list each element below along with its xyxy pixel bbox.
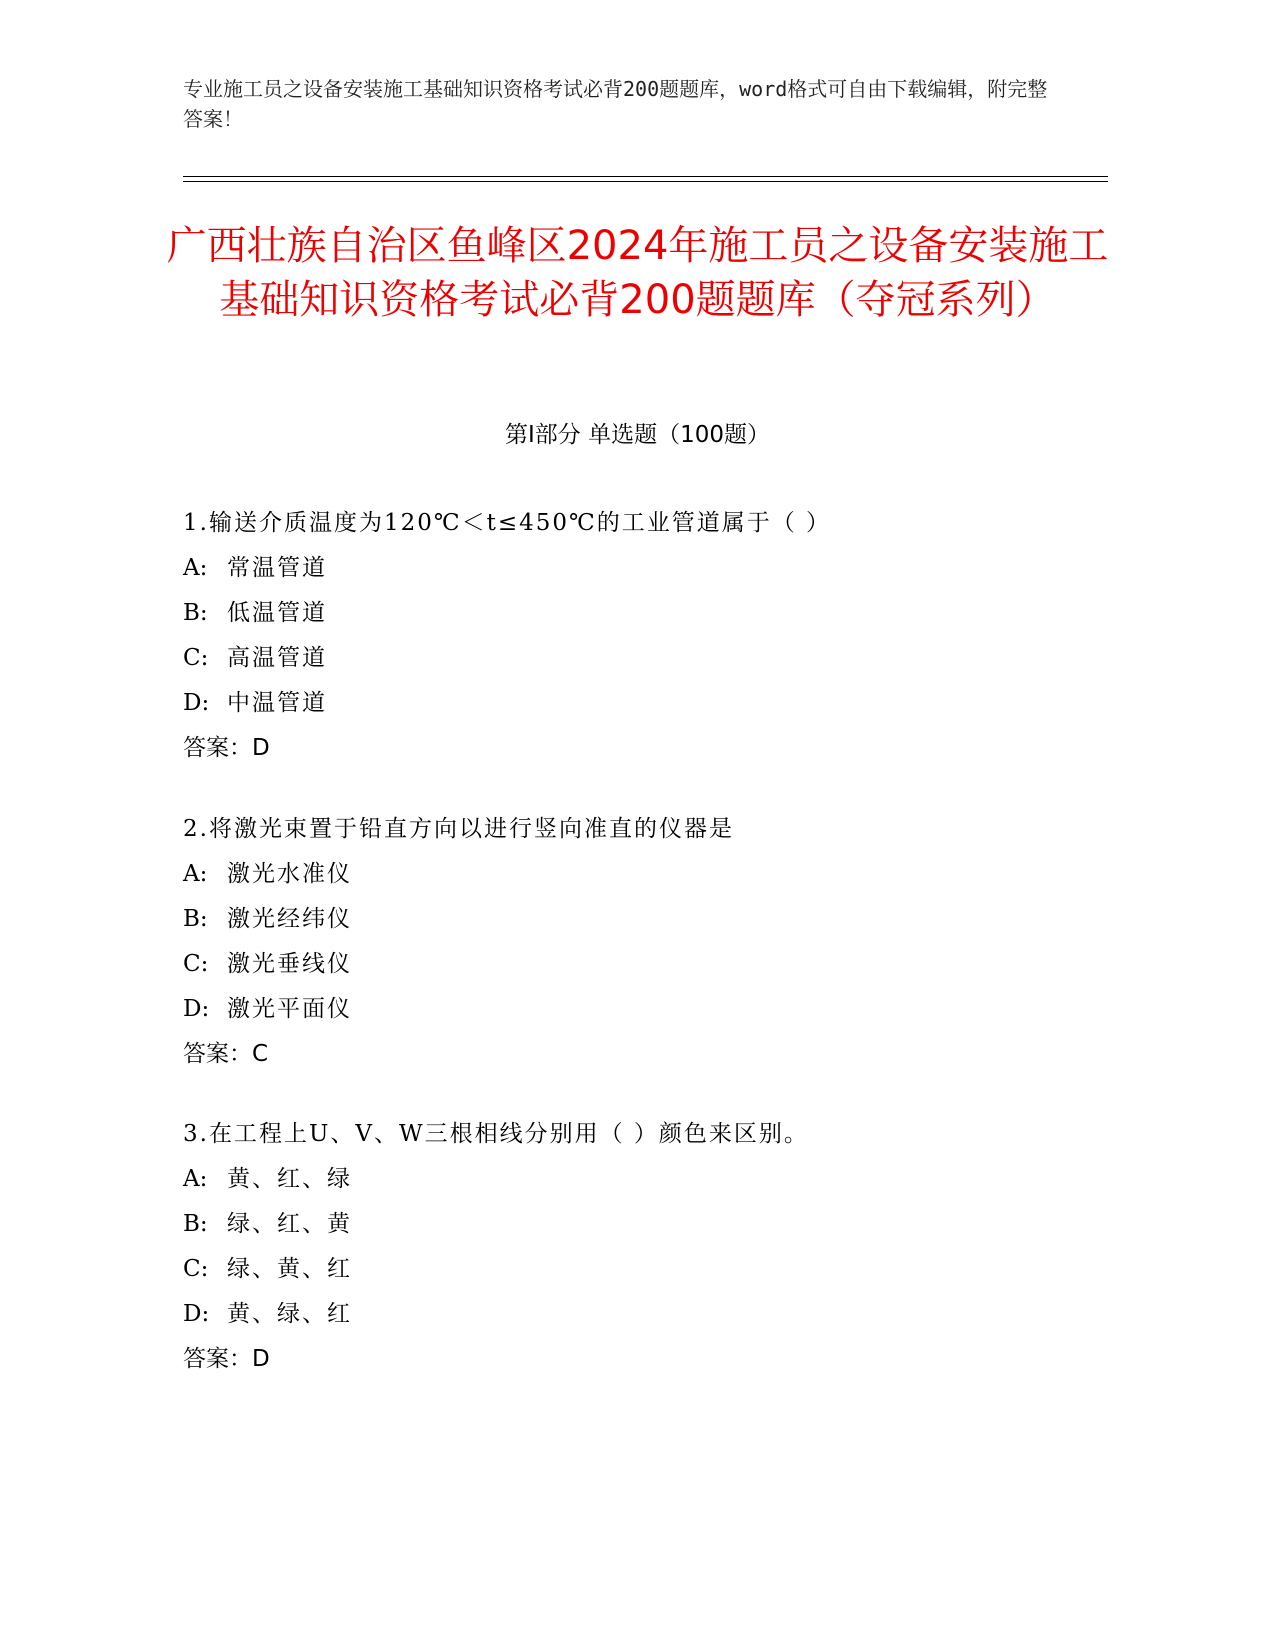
document-header-note: 专业施工员之设备安装施工基础知识资格考试必背200题题库，word格式可自由下载编辑，附完整答案！ [183,77,1048,131]
question-1 [183,501,1083,771]
option-text: 中温管道 [227,690,327,716]
option-b [183,1202,1083,1247]
option-text: 黄、绿、红 [227,1301,352,1327]
option-letter: C: [183,1256,209,1282]
option-letter: C: [183,951,209,977]
question-2 [183,807,1083,1077]
option-text: 常温管道 [227,555,327,581]
answer: 答案：C [183,1041,269,1067]
option-text: 激光水准仪 [227,861,352,887]
option-c [183,942,1083,987]
document-title: 广西壮族自治区鱼峰区2024年施工员之设备安装施工基础知识资格考试必背200题题库（夺冠系列） [166,223,1109,323]
option-letter: A: [183,1166,208,1192]
option-letter: B: [183,600,208,626]
option-letter: C: [183,645,209,671]
question-stem: 1.输送介质温度为120℃＜t≤450℃的工业管道属于（ ） [183,510,832,536]
option-c [183,636,1083,681]
option-d [183,1292,1083,1337]
option-text: 高温管道 [227,645,327,671]
option-text: 黄、红、绿 [227,1166,352,1192]
option-a [183,852,1083,897]
option-text: 绿、红、黄 [227,1211,352,1237]
option-text: 激光经纬仪 [227,906,352,932]
header-divider-top [183,176,1108,177]
option-letter: B: [183,1211,208,1237]
section-heading: 第I部分 单选题（100题） [505,422,770,448]
option-letter: D: [183,690,210,716]
option-text: 低温管道 [227,600,327,626]
option-text: 激光平面仪 [227,996,352,1022]
option-b [183,591,1083,636]
header-divider-bottom [183,181,1108,182]
option-d [183,681,1083,726]
option-letter: B: [183,906,208,932]
option-letter: D: [183,996,210,1022]
option-a [183,1157,1083,1202]
answer: 答案：D [183,735,270,761]
option-a [183,546,1083,591]
option-letter: A: [183,861,208,887]
option-letter: A: [183,555,208,581]
answer: 答案：D [183,1346,270,1372]
question-stem: 2.将激光束置于铅直方向以进行竖向准直的仪器是 [183,816,734,842]
option-c [183,1247,1083,1292]
question-3 [183,1112,1083,1382]
question-stem: 3.在工程上U、V、W三根相线分别用（ ）颜色来区别。 [183,1121,809,1147]
option-letter: D: [183,1301,210,1327]
option-b [183,897,1083,942]
option-text: 绿、黄、红 [227,1256,352,1282]
option-text: 激光垂线仪 [227,951,352,977]
option-d [183,987,1083,1032]
